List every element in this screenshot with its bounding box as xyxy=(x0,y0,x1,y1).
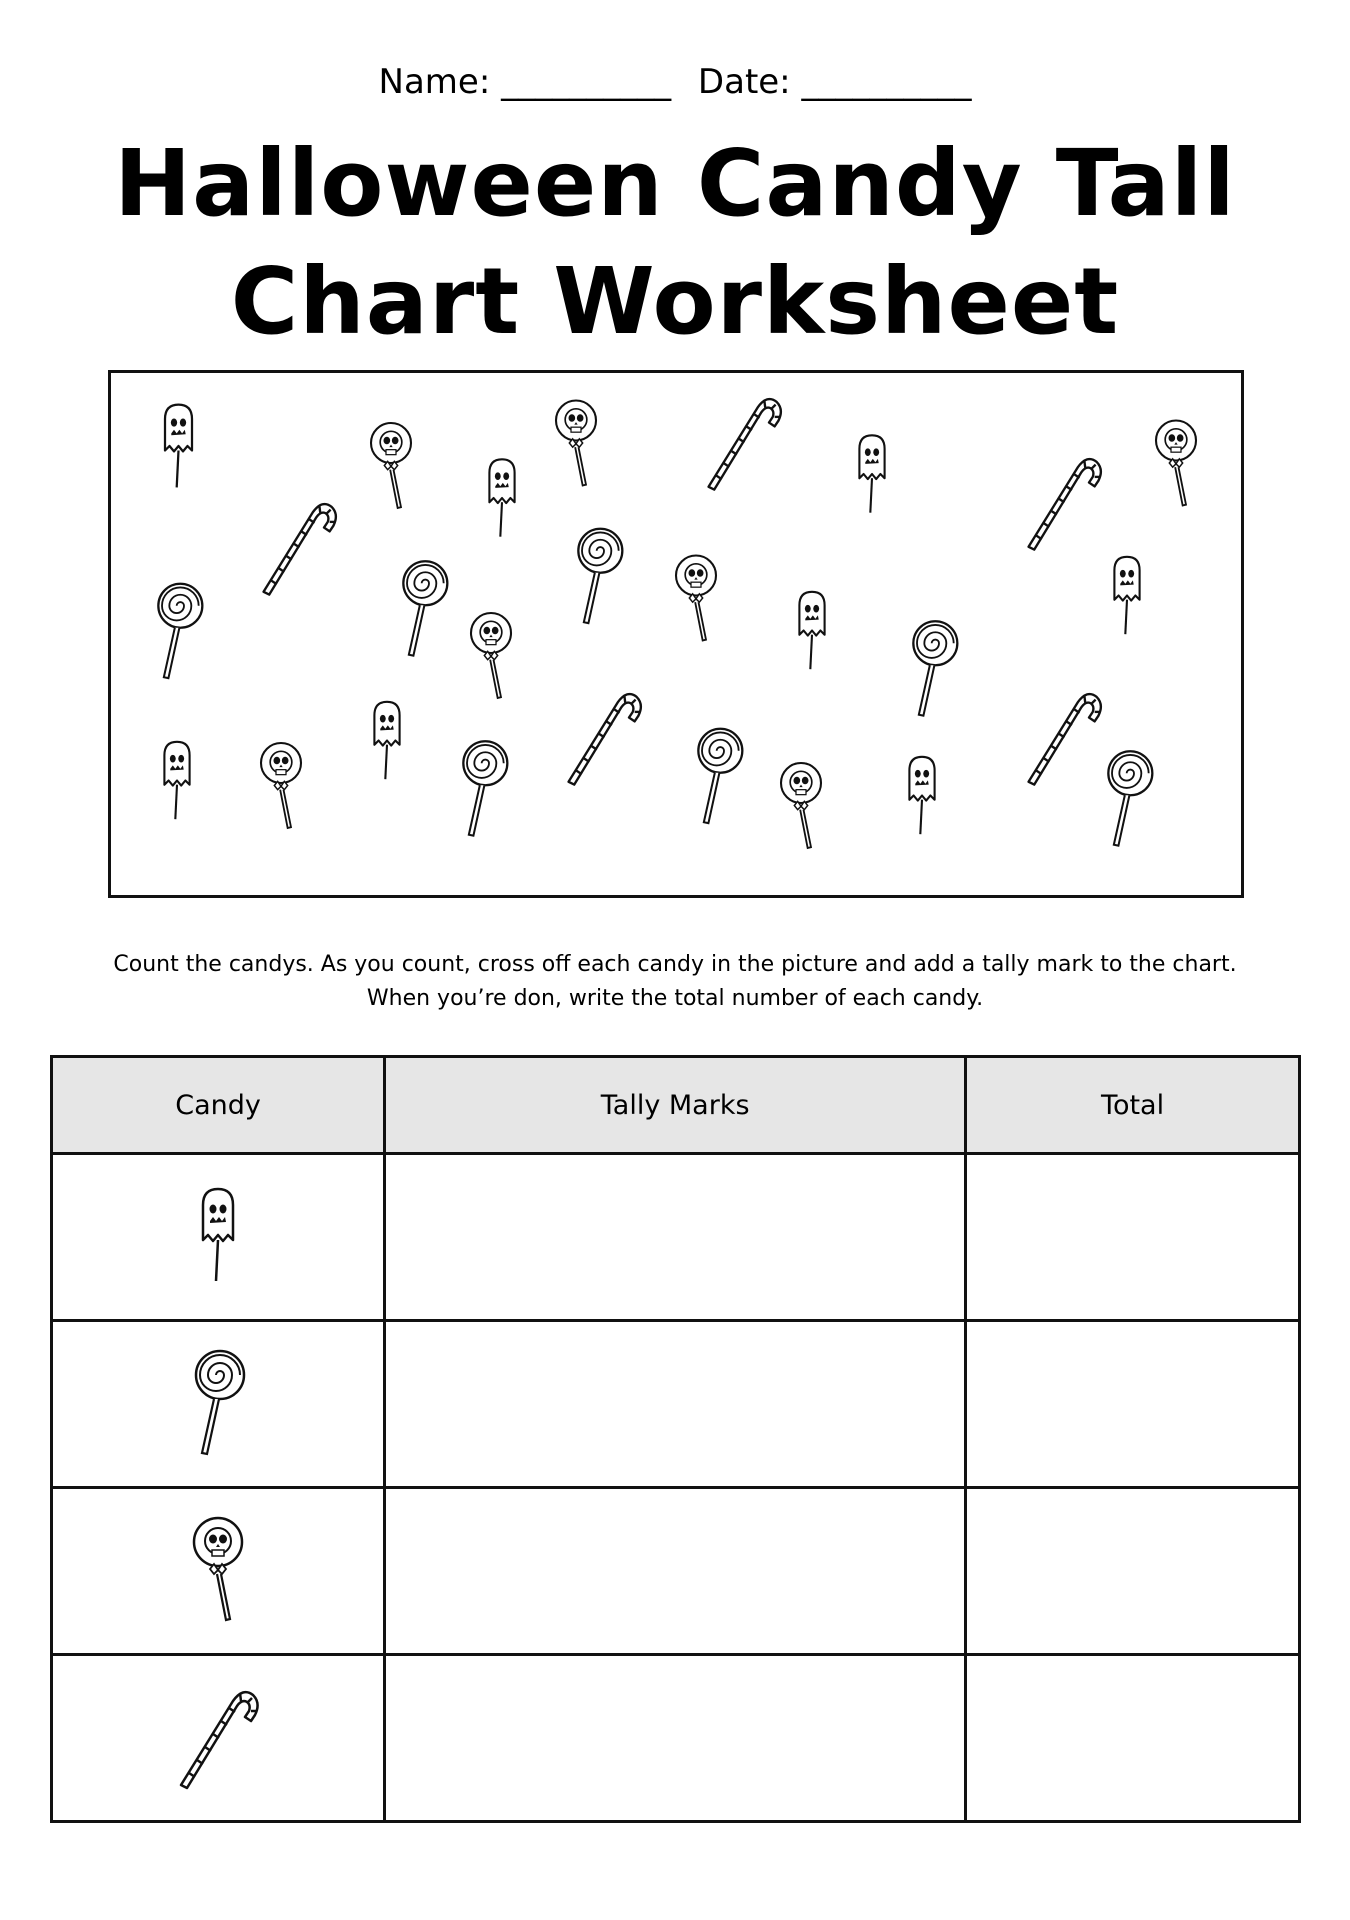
skull-lollipop-icon[interactable] xyxy=(556,401,596,486)
ghost-lollipop-icon[interactable] xyxy=(859,435,884,512)
candy-cane-icon[interactable] xyxy=(569,694,641,785)
name-field[interactable]: Name: __________ xyxy=(378,62,672,102)
total-cell[interactable] xyxy=(966,1488,1300,1655)
candy-cell xyxy=(52,1488,385,1655)
tally-cell[interactable] xyxy=(385,1488,966,1655)
candy-cell xyxy=(52,1154,385,1321)
swirl-lollipop-icon[interactable] xyxy=(578,529,622,623)
candy-picture-box xyxy=(108,370,1244,898)
name-date-line xyxy=(0,62,1350,102)
skull-lollipop-icon[interactable] xyxy=(676,556,716,641)
ghost-lollipop-icon xyxy=(193,1185,243,1285)
skull-lollipop-icon xyxy=(188,1514,248,1624)
swirl-lollipop-icon[interactable] xyxy=(698,729,742,823)
ghost-lollipop-icon[interactable] xyxy=(909,757,934,834)
table-row xyxy=(52,1154,1300,1321)
total-cell[interactable] xyxy=(966,1154,1300,1321)
ghost-lollipop-icon[interactable] xyxy=(165,405,192,488)
tally-cell[interactable] xyxy=(385,1321,966,1488)
skull-lollipop-icon[interactable] xyxy=(471,613,511,698)
candy-cell xyxy=(52,1321,385,1488)
candy-picture xyxy=(111,373,1241,895)
table-header-row xyxy=(52,1057,1300,1154)
tally-cell[interactable] xyxy=(385,1154,966,1321)
ghost-lollipop-icon[interactable] xyxy=(489,459,514,536)
instructions xyxy=(0,948,1350,1016)
header-tally-marks: Tally Marks xyxy=(385,1057,966,1154)
tally-chart-table xyxy=(50,1055,1301,1823)
swirl-lollipop-icon[interactable] xyxy=(913,621,957,715)
ghost-lollipop-icon[interactable] xyxy=(374,702,399,779)
swirl-lollipop-icon[interactable] xyxy=(463,741,507,835)
ghost-lollipop-icon[interactable] xyxy=(164,742,189,819)
candy-cane-icon[interactable] xyxy=(709,399,781,490)
swirl-lollipop-icon[interactable] xyxy=(1108,751,1152,845)
instructions-line-1: Count the candys. As you count, cross off each candy in the picture and add a tally mark to the chart. xyxy=(113,952,1237,977)
date-field[interactable]: Date: __________ xyxy=(697,62,972,102)
total-cell[interactable] xyxy=(966,1321,1300,1488)
title-line-1: Halloween Candy Tall xyxy=(114,130,1236,237)
swirl-lollipop-icon[interactable] xyxy=(158,584,202,678)
skull-lollipop-icon[interactable] xyxy=(261,743,301,828)
total-cell[interactable] xyxy=(966,1655,1300,1822)
header-candy: Candy xyxy=(52,1057,385,1154)
header-total: Total xyxy=(966,1057,1300,1154)
swirl-lollipop-icon[interactable] xyxy=(403,561,447,655)
instructions-line-2: When you’re don, write the total number of each candy. xyxy=(366,986,984,1011)
skull-lollipop-icon[interactable] xyxy=(371,423,411,508)
swirl-lollipop-icon xyxy=(188,1347,248,1457)
candy-cane-icon xyxy=(173,1681,263,1791)
skull-lollipop-icon[interactable] xyxy=(1156,421,1196,506)
table-row xyxy=(52,1488,1300,1655)
candy-cell xyxy=(52,1655,385,1822)
tally-cell[interactable] xyxy=(385,1655,966,1822)
candy-cane-icon[interactable] xyxy=(264,504,336,595)
candy-cane-icon[interactable] xyxy=(1029,459,1101,550)
table-row xyxy=(52,1655,1300,1822)
ghost-lollipop-icon[interactable] xyxy=(799,592,824,669)
skull-lollipop-icon[interactable] xyxy=(781,763,821,848)
table-row xyxy=(52,1321,1300,1488)
candy-cane-icon[interactable] xyxy=(1029,694,1101,785)
title-line-2: Chart Worksheet xyxy=(230,248,1120,355)
ghost-lollipop-icon[interactable] xyxy=(1114,557,1139,634)
page-title xyxy=(0,125,1350,361)
